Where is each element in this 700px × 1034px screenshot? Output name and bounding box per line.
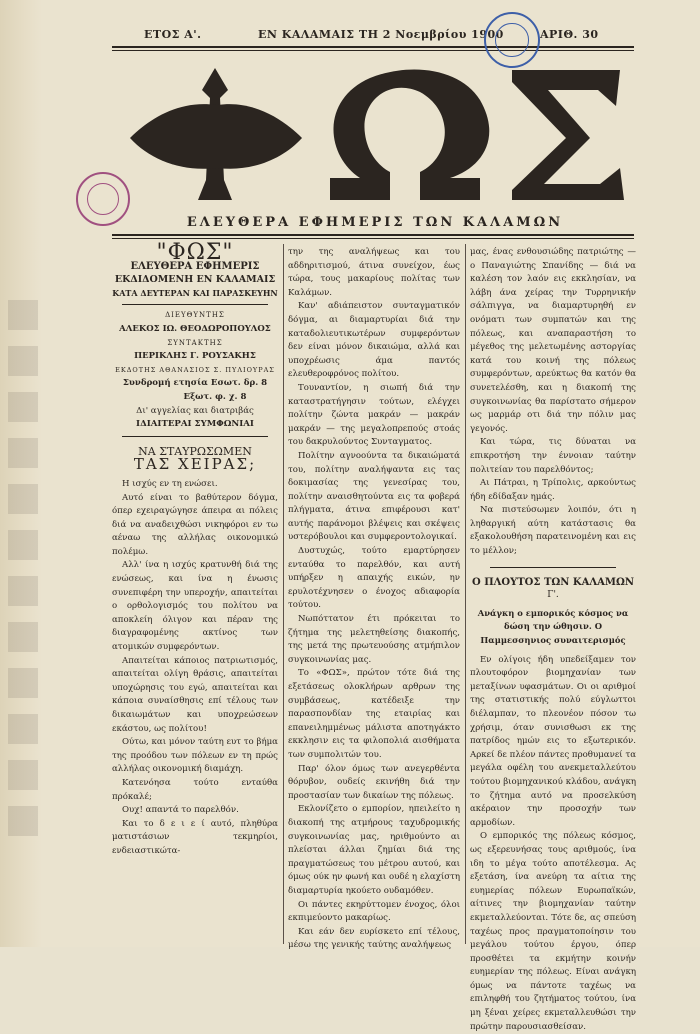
top-rule xyxy=(112,46,634,48)
article-headline-2: ΤΑΣ ΧΕΙΡΑΣ; xyxy=(133,455,257,474)
article-paragraph: μας, ένας ενθουσιώδης πατριώτης — ο Παναγιώτης Σπανίδης — διά να καλέση τον λαόν εις εκκλησίαν, να λάβη άνα χείρας την Τυρρηνικήν σάλπιγγα, να διαμαρτυρηθή εν ονόματι των συμπατών και της πόλεως, και αναπαραστήση το μέγεθος της μελετωμένης αστοργίας κατά του κοινή της πόλεως συμφερόντων, αρεύκτως θα κατόν θα συνετελέσθη, και η διακοπή της συγκοινωνίας θα παρίστατο σήμερον ως μαρμάρ οτι διά την πόλιν μας γεγονός. xyxy=(470,247,636,434)
article-paragraph: Η ισχύς εν τη ενώσει. xyxy=(122,478,218,489)
column-rule-2 xyxy=(465,244,466,944)
article-paragraph: Το «ΦΩΣ», πρώτον τότε διά της εξετάσεως ολοκλήρων αρθρων της συμβάσεως, κατέδειξε την παρασπονδίαν της εταιρίας και επανειλημμένως μάλιστα αποτηγάκτο εκκλησιν εις τα φιλοπολιά αισθήματα των συμπολιτών του. xyxy=(288,668,460,760)
masthead-phos-logo xyxy=(120,60,630,210)
article-paragraph: Δυστυχώς, τούτο εμαρτύρησεν ενταύθα το παρελθόν, και αυτή υπήρξεν η απαιχής εικών, ην ερυλοτέχνησεν ο ένοχος αδιαφορία τούτου. xyxy=(288,546,460,611)
article-paragraph: την της αναλήψεως και του αδδηριτισμού, άτινα συνείχον, έως τώρα, τους μακαρίους πολίτας των Καλάμων. xyxy=(288,247,460,298)
column-2 xyxy=(288,246,460,953)
article-paragraph: Να πιστεύσωμεν λοιπόν, ότι η ληθαργική αύτη κατάστασις θα εξακολουθήση παρατεινομένη και εις το μέλλον; xyxy=(470,505,636,557)
article-paragraph: Και εάν δεν ευρίσκετο επί τέλους, μέσω της γενικής ταύτης αναλήψεως xyxy=(288,926,460,951)
subscription-line-2: Εξωτ. φ. χ. 8 xyxy=(183,391,247,402)
director-label: ΔΙΕΥΘΥΝΤΗΣ xyxy=(165,311,225,320)
issue-number: ΑΡΙΘ. 30 xyxy=(540,28,599,41)
year-label: ΕΤΟΣ Α'. xyxy=(144,28,202,41)
masthead-rule-thin xyxy=(112,238,634,239)
paper-name: "ΦΩΣ" xyxy=(156,240,234,265)
article-paragraph: Αι Πάτραι, η Τρίπολις, αρκούντως ήδη εδίδαξαν ημάς. xyxy=(470,478,636,502)
director-name: ΑΛΕΚΟΣ ΙΩ. ΘΕΟΔΩΡΟΠΟΥΛΟΣ xyxy=(119,323,271,334)
ads-terms: ΙΔΙΑΙΤΕΡΑΙ ΣΥΜΦΩΝΙΑΙ xyxy=(136,419,254,430)
paper-desc-1: ΕΛΕΥΘΕΡΑ ΕΦΗΜΕΡΙΣ xyxy=(130,260,260,272)
article-paragraph: Αλλ' ίνα η ισχύς κρατυνθή διά της ενώσεως, και ίνα η ένωσις συνεπιφέρη την υπεροχήν, απαιτείται ο ορθολογισμός του πολίτου να αποκλείη όλιγον και πέραν της διαγραφομένης ακτίνος των ατομικών συμφερόντων. xyxy=(112,560,278,653)
masthead-subtitle: ΕΛΕΥΘΕΡΑ ΕΦΗΜΕΡΙΣ ΤΩΝ ΚΑΛΑΜΩΝ xyxy=(186,215,564,230)
article-paragraph: Εν ολίγοις ήδη υπεδείξαμεν τον πλουτοφόρον βιομηχανίαν των μεταξίνων υφασμάτων. Οι οι αριθμοί της στατιστικής πολύ εύγλωττοι διέλαμπαν, το πλεονέον πόσον τω χρήσιμ, όταν συνισθωσι εκ της πατρίδος ημών εις το εξωτερικόν. Αρκεί δε πλέον πάντες προθυμανεί τα μεγάλα οφέλη του ανεκμεταλλεύτου τούτου βιομηχανικού κλάδου, ανάγκη το ζήτημα αυτό να προσελκύση ακέραιον την προσοχήν των αρμοδίων. xyxy=(470,654,636,828)
column-1 xyxy=(112,240,278,859)
ads-line: Δι' αγγελίας και διατριβάς xyxy=(136,405,254,416)
section-number: Γ'. xyxy=(547,590,559,601)
bleed-through xyxy=(8,300,38,850)
article-paragraph: Ουχ! απαντά το παρελθόν. xyxy=(122,805,239,816)
masthead-title xyxy=(120,60,630,210)
article-paragraph: Νωπόττατον έτι πρόκειται το ζήτημα της μελετηθείσης διακοπής, της μετά της πρωτευούσης ατμήπιλον συγκοινωνίας μας. xyxy=(288,614,460,665)
article-paragraph: Και τώρα, τις δύναται να επικροτήση την έννοιαν ταύτην πολιτείαν του παρελθόντος; xyxy=(470,437,636,475)
article-paragraph: Παρ' όλον όμως των ανεγερθέντα θόρυβον, ουδείς εκινήθη διά την προστασίαν των δικαίων της πόλεως. xyxy=(288,763,460,801)
article-paragraph: Εκλονίζετο ο εμπορίον, ηπειλείτο η διακοπή της ατμήρους ταχυδρομικής συγκοινωνίας μας, ηριθμούντο αι πλείσται άλλαι ζημίαι διά της πραγματώσεως του μέτρου αυτού, και όμως ούκ ην φωνή και ουδέ η ελαχίστη διαμαρτυρία ηκούετο ουδαμόθεν. xyxy=(288,804,460,896)
publisher-line: ΕΚΔΟΤΗΣ ΑΘΑΝΑΣΙΟΣ Σ. ΠΥΛΙΟΥΡΑΣ xyxy=(115,365,275,374)
place-date: ΕΝ ΚΑΛΑΜΑΙΣ ΤΗ 2 Νοεμβρίου 1900 xyxy=(258,28,504,41)
article-paragraph: Τουναντίον, η σιωπή διά την καταστρατήγησιν τούτων, ελέγχει πολίτην ζώντα μακράν — μακράν μακράν — της μεγαλοπρεπούς στοάς του δακρυλούντος Συνταγματος. xyxy=(288,382,460,448)
article-paragraph: Καν' αδιάπειστον συνταγματικόν δόγμα, αι διαμαρτυρίαι διά την καταδολιευτικωτέρων συμφερόντων δεν είναι μόνον δικαιώμα, αλλά και υποχρέωσις άμα παντός ελευθεροφρόνος πολίτου. xyxy=(288,301,460,380)
article-paragraph: Αυτό είναι το βαθύτερον δόγμα, όπερ εχειραγώγησε άπειρα αι πόλεις διά να αναδειχθώσι νικηφόροι εν τω αέναω της αλλήλας οικονομικώ πολέμω. xyxy=(112,492,278,557)
article-paragraph: Απαιτείται κάποιος πατριωτισμός, απαιτείται ολίγη θράσις, απαιτείται υποχώρησις του εγώ, απαιτείται και κάποια συναίσθησις επί τέλους των δικαιωμάτων και υποχρεώσεων εκάστου, ως πολίτου! xyxy=(112,655,278,734)
masthead-rule xyxy=(112,234,634,236)
column-rule-1 xyxy=(283,244,284,944)
divider xyxy=(122,436,268,437)
editor-name: ΠΕΡΙΚΛΗΣ Γ. ΡΟΥΣΑΚΗΣ xyxy=(134,351,256,362)
paper-desc-2: ΕΚΔΙΔΟΜΕΝΗ ΕΝ ΚΑΛΑΜΑΙΣ xyxy=(114,274,276,286)
article-headline-1: ΝΑ ΣΤΑΥΡΩΣΩΜΕΝ xyxy=(138,444,252,458)
article-paragraph: Και το δ ε ι ε ί αυτό, πληθύρα ματιστάσιων τεκμηρίοι, ενδειαστικώτα- xyxy=(112,818,278,856)
section-headline: Ο ΠΛΟΥΤΟΣ ΤΩΝ ΚΑΛΑΜΩΝ xyxy=(472,576,634,588)
article-paragraph: Κατενόησα τούτο ενταύθα πρόκαλέ; xyxy=(112,777,278,802)
editor-label: ΣΥΝΤΑΚΤΗΣ xyxy=(167,338,223,347)
article-paragraph: Οι πάντες εκηρύττομεν ένοχος, όλοι εκπιμεύοντο μακαρίως. xyxy=(288,899,460,924)
article-paragraph: Πολίτην αγνοούντα τα δικαιώματά του, πολίτην αναλήψαντα εις τας δοκιμασίας της γενεσίρας του, πολίτην αναισθητούντα εις τα φοβερά πλήγματα, άτινα επιφέρουσι κατ' αυτής παράνομοι βλέψεις και σκέψεις υστερόβουλοι και συμφεροντολογικαί. xyxy=(288,450,460,543)
subscription-line-1: Συνδρομή ετησία Εσωτ. δρ. 8 xyxy=(122,378,268,389)
top-rule-thin xyxy=(112,50,634,51)
section-deck: Ανάγκη ο εμπορικός κόσμος να δώση την ώθησιν. Ο Παμμεσσηνιος συναιτερισμός xyxy=(477,607,629,646)
divider xyxy=(122,304,268,305)
article-paragraph: Ο εμπορικός της πόλεως κόσμος, ως εξερευνήσας τους αριθμούς, ίνα ιδη το μέγα τούτο αποτέλεσμα. Ας εξετάση, ίνα ανεύρη τα αίτια της ευημερίας πόλεων Ευρωπαϊκών, αίτινες την βιομηχανίαν ταύτην εκμεταλλεύονται. Τότε δε, ας σπεύση ταχέως προς πραγματοποίησιν του μεγάλου τούτου έργου, όπερ προσθέτει τα εκμήτην κοινήν ευημερίαν της πόλεως. Είναι ανάγκη όμως να πάντοτε ταχέως να επιληφθή του ζητήματος τούτου, ίνα μη ξέναι χείρες εκμεταλλευθώσι την πρώτην παρουσιασθείσαν. xyxy=(470,831,636,1032)
divider xyxy=(490,567,616,568)
folio-line xyxy=(110,28,630,44)
paper-desc-3: ΚΑΤΑ ΔΕΥΤΕΡΑΝ ΚΑΙ ΠΑΡΑΣΚΕΥΗΝ xyxy=(112,287,278,298)
article-paragraph: Ούτω, και μόνον ταύτη ευτ το βήμα της προόδου των πόλεων εν τη πρώς αλλήλας οικονομική διαμάχη. xyxy=(112,737,278,775)
column-3 xyxy=(470,246,636,1034)
